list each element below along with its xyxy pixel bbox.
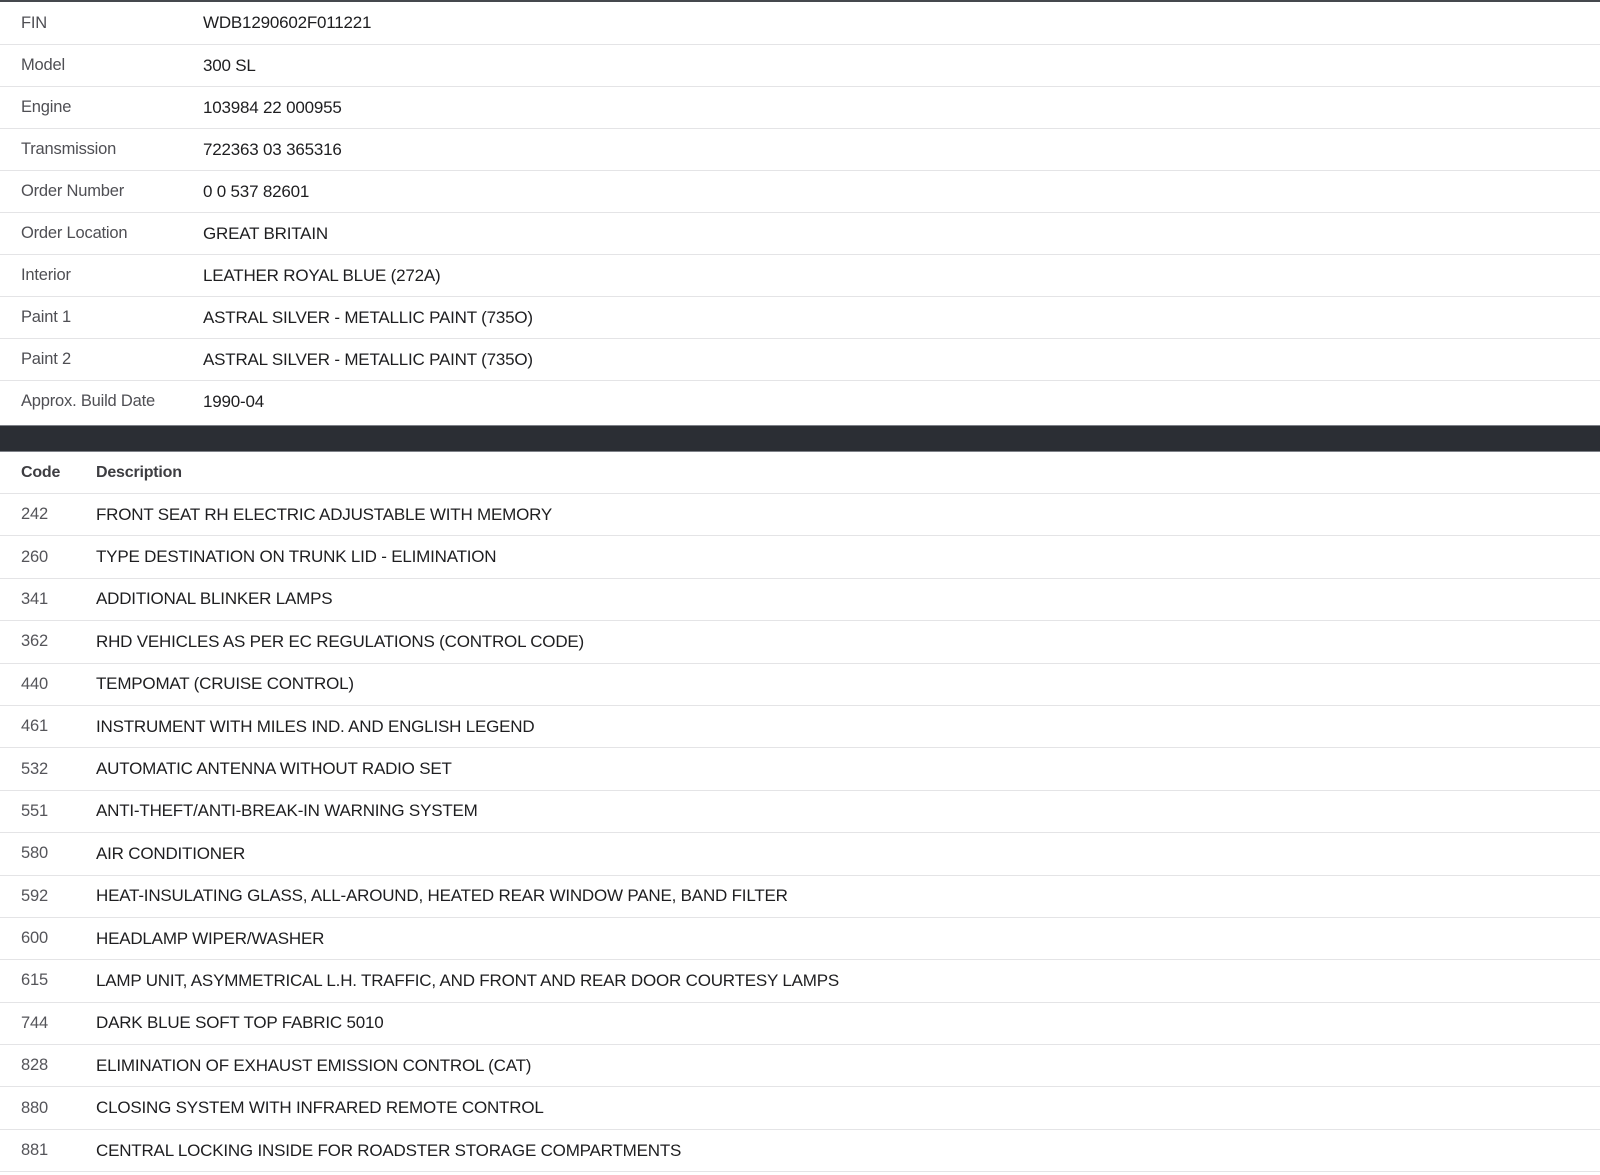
- spec-value: WDB1290602F011221: [203, 13, 372, 32]
- code-cell: 341: [21, 589, 48, 608]
- spec-value: 103984 22 000955: [203, 97, 342, 117]
- code-row: [0, 1130, 1600, 1172]
- spec-label: Paint 2: [21, 350, 71, 368]
- code-row: [0, 1087, 1600, 1129]
- code-row: [0, 960, 1600, 1002]
- code-cell: 580: [21, 844, 48, 863]
- spec-value: 300 SL: [203, 55, 256, 75]
- code-row: [0, 748, 1600, 790]
- spec-label: Interior: [21, 266, 71, 284]
- spec-value: ASTRAL SILVER - METALLIC PAINT (735O): [203, 307, 533, 327]
- code-cell: 881: [21, 1141, 48, 1160]
- spec-row: [0, 296, 1600, 338]
- description-cell: ANTI-THEFT/ANTI-BREAK-IN WARNING SYSTEM: [96, 801, 478, 821]
- code-row: [0, 664, 1600, 706]
- spec-label: Paint 1: [21, 308, 71, 326]
- codes-header-description: Description: [96, 463, 182, 481]
- spec-label: Order Location: [21, 224, 128, 242]
- description-cell: TYPE DESTINATION ON TRUNK LID - ELIMINATION: [96, 547, 497, 567]
- description-cell: ELIMINATION OF EXHAUST EMISSION CONTROL (CAT): [96, 1055, 532, 1075]
- code-row: [0, 833, 1600, 875]
- spec-row: [0, 380, 1600, 422]
- spec-row: [0, 86, 1600, 128]
- code-cell: 461: [21, 717, 48, 736]
- code-cell: 440: [21, 674, 48, 693]
- vehicle-spec-table: [0, 2, 1600, 422]
- code-cell: 615: [21, 971, 48, 990]
- description-cell: CENTRAL LOCKING INSIDE FOR ROADSTER STORAGE COMPARTMENTS: [96, 1140, 682, 1160]
- spec-label: Model: [21, 56, 65, 74]
- code-row: [0, 621, 1600, 663]
- spec-row: [0, 170, 1600, 212]
- code-row: [0, 536, 1600, 578]
- code-cell: 362: [21, 632, 48, 651]
- description-cell: AIR CONDITIONER: [96, 843, 246, 863]
- code-row: [0, 1003, 1600, 1045]
- code-cell: 880: [21, 1098, 48, 1117]
- spec-label: Transmission: [21, 140, 117, 158]
- description-cell: HEADLAMP WIPER/WASHER: [96, 928, 325, 948]
- spec-label: Engine: [21, 98, 72, 116]
- spec-value: 0 0 537 82601: [203, 181, 310, 201]
- code-cell: 828: [21, 1056, 48, 1075]
- description-cell: FRONT SEAT RH ELECTRIC ADJUSTABLE WITH MEMORY: [96, 504, 553, 524]
- spec-row: [0, 212, 1600, 254]
- code-row: [0, 791, 1600, 833]
- code-row: [0, 579, 1600, 621]
- code-row: [0, 918, 1600, 960]
- code-cell: 242: [21, 505, 48, 524]
- description-cell: CLOSING SYSTEM WITH INFRARED REMOTE CONTROL: [96, 1098, 544, 1118]
- code-cell: 532: [21, 759, 48, 778]
- spec-row: [0, 128, 1600, 170]
- spec-value: 1990-04: [203, 391, 264, 411]
- description-cell: INSTRUMENT WITH MILES IND. AND ENGLISH LEGEND: [96, 716, 535, 736]
- description-cell: TEMPOMAT (CRUISE CONTROL): [96, 674, 354, 694]
- code-row: [0, 1045, 1600, 1087]
- code-cell: 592: [21, 886, 48, 905]
- code-cell: 744: [21, 1013, 48, 1032]
- code-row: [0, 706, 1600, 748]
- section-divider-bar: [0, 425, 1600, 452]
- spec-row: [0, 338, 1600, 380]
- description-cell: DARK BLUE SOFT TOP FABRIC 5010: [96, 1013, 384, 1033]
- code-cell: 551: [21, 801, 48, 820]
- spec-label: Order Number: [21, 182, 125, 200]
- code-row: [0, 876, 1600, 918]
- option-codes-table: [0, 494, 1600, 1172]
- spec-row: [0, 44, 1600, 86]
- description-cell: LAMP UNIT, ASYMMETRICAL L.H. TRAFFIC, AND FRONT AND REAR DOOR COURTESY LAMPS: [96, 970, 840, 990]
- spec-value: LEATHER ROYAL BLUE (272A): [203, 265, 441, 285]
- spec-value: 722363 03 365316: [203, 139, 342, 159]
- spec-value: GREAT BRITAIN: [203, 223, 328, 243]
- spec-label: Approx. Build Date: [21, 392, 155, 410]
- spec-value: ASTRAL SILVER - METALLIC PAINT (735O): [203, 349, 533, 369]
- code-row: [0, 494, 1600, 536]
- spec-row: [0, 2, 1600, 44]
- code-cell: 600: [21, 929, 48, 948]
- description-cell: ADDITIONAL BLINKER LAMPS: [96, 589, 333, 609]
- spec-row: [0, 254, 1600, 296]
- description-cell: HEAT-INSULATING GLASS, ALL-AROUND, HEATED REAR WINDOW PANE, BAND FILTER: [96, 886, 788, 906]
- code-cell: 260: [21, 547, 48, 566]
- spec-label: FIN: [21, 13, 47, 32]
- codes-table-header-row: [0, 452, 1600, 494]
- codes-header-code: Code: [21, 463, 61, 481]
- description-cell: AUTOMATIC ANTENNA WITHOUT RADIO SET: [96, 759, 452, 779]
- description-cell: RHD VEHICLES AS PER EC REGULATIONS (CONTROL CODE): [96, 631, 585, 651]
